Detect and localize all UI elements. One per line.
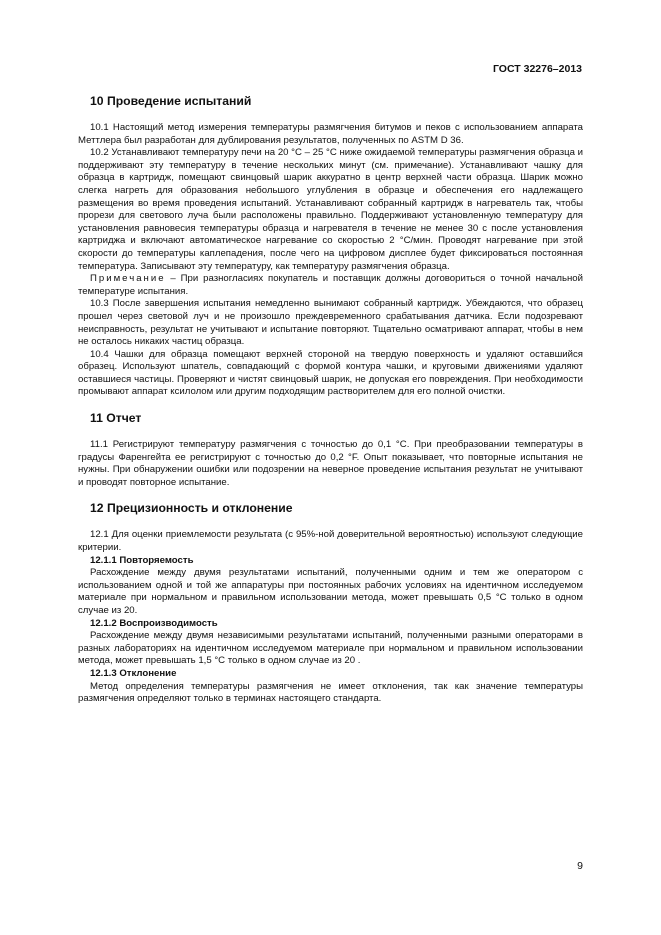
paragraph-10-4: 10.4 Чашки для образца помещают верхней стороной на твердую поверхность и удаляют оставшийся образец. Используют шпатель, совпадающий с формой контура чашки, и круговыми движениями удаляют оставшиеся частицы. Проверяют и чистят свинцовый шарик, не допуская его повреждения. При необходимости промывают аппарат ксилолом или другим подходящим растворителем для его полной очистки. xyxy=(78,348,583,398)
paragraph-12-1-1: Расхождение между двумя результатами испытаний, полученными одним и тем же оператором с использованием одной и той же аппаратуры при постоянных рабочих условиях на идентичном исследуемом материале при нормальном и правильном использовании метода, может превышать 0,5 °С только в одном случае из 20. xyxy=(78,567,583,616)
paragraph-10-2: 10.2 Устанавливают температуру печи на 20 °С – 25 °С ниже ожидаемой температуры размягчения образца и поддерживают эту температуру в течение нескольких минут (см. примечание). Устанавливают чашку для образца в картридж, помещают свинцовый шарик аккуратно в центр верхней части образца. Шарик можно слегка нагреть для образования небольшого углубления в образце и обеспечения его надлежащего размещения во время проведения испытаний. Устанавливают собранный картридж в нагреватель так, чтобы прорези для светового луча были расположены правильно. Поддерживают установленную температуру для установления равновесия температуры образца и нагревателя в течение не менее 30 с после установления картриджа и включают автоматическое нагревание со скоростью 2 °С/мин. Проводят нагревание при этой скорости до температуры каплепадения, после чего на цифровом дисплее будет фиксироваться постоянная температура. Записывают эту температуру, как температуру размягчения образца. xyxy=(78,147,583,272)
page-content xyxy=(78,93,583,706)
paragraph-12-1-2: Расхождение между двумя независимыми результатами испытаний, полученными разными операторами в разных лабораториях на идентичном исследуемом материале при нормальном и правильном использовании метода, может превышать 1,5 °С только в одном случае из 20 . xyxy=(78,630,583,667)
note-paragraph xyxy=(78,273,583,298)
note-label: Примечание xyxy=(90,273,166,285)
subheading-12-1-1: 12.1.1 Повторяемость xyxy=(90,554,194,566)
paragraph-12-1: 12.1 Для оценки приемлемости результата (с 95%-ной доверительной вероятностью) используют следующие критерии. xyxy=(78,529,583,554)
section-11-title: 11 Отчет xyxy=(90,411,142,426)
section-12-title: 12 Прецизионность и отклонение xyxy=(90,501,293,516)
paragraph-12-1-3: Метод определения температуры размягчения не имеет отклонения, так как значение температуры размягчения определяют только в терминах настоящего стандарта. xyxy=(78,680,583,705)
subheading-12-1-3: 12.1.3 Отклонение xyxy=(90,667,177,679)
document-code: ГОСТ 32276–2013 xyxy=(492,63,582,75)
paragraph-10-3: 10.3 После завершения испытания немедленно вынимают собранный картридж. Убеждаются, что образец прошел через световой луч и не произошло преждевременного срабатывания датчика. Если подозревают неисправность, результат не учитывают и испытание повторяют. Тщательно осматривают аппарат, чтобы в нем не осталось никаких частиц образца. xyxy=(78,298,583,348)
page-number: 9 xyxy=(577,860,583,872)
paragraph-11-1: 11.1 Регистрируют температуру размягчения с точностью до 0,1 °С. При преобразовании температуры в градусы Фаренгейта ее регистрируют с точностью до 0,2 °F. Опыт показывает, что повторные испытания не нужны. При обнаружении ошибки или подозрении на неверное проведение испытания результат не учитывают и проводят повторное испытание. xyxy=(78,439,583,488)
section-10-title: 10 Проведение испытаний xyxy=(90,94,252,108)
note-text: – При разногласиях покупатель и поставщик должны договориться о точной начальной температуре испытания. xyxy=(78,273,583,297)
subheading-12-1-2: 12.1.2 Воспроизводимость xyxy=(90,617,218,629)
paragraph-10-1: 10.1 Настоящий метод измерения температуры размягчения битумов и пеков с использованием аппарата Меттлера был разработан для дублирования результатов, полученных по ASTM D 36. xyxy=(78,122,583,146)
